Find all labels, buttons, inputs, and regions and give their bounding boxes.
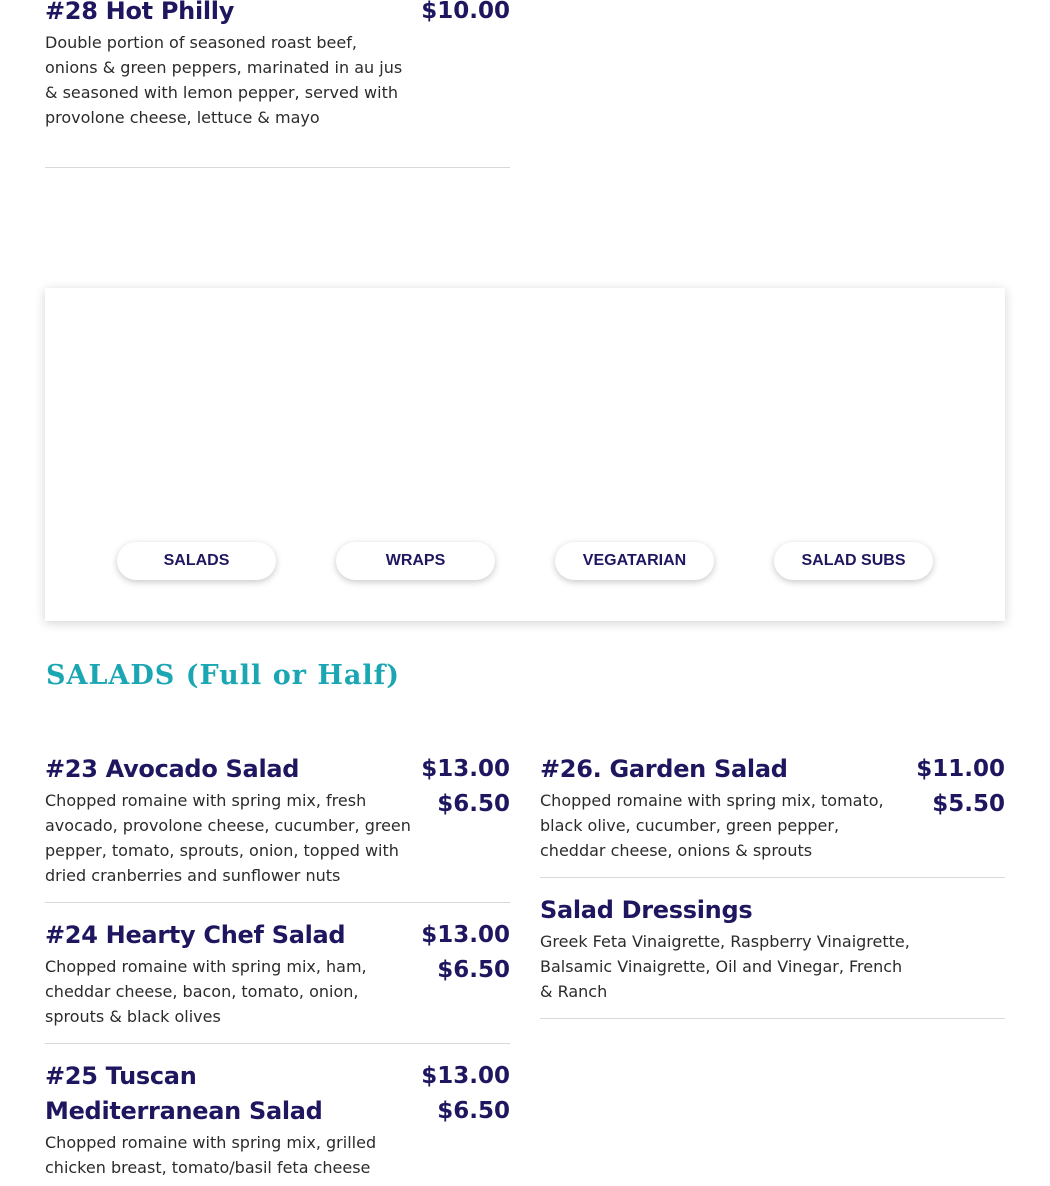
item-name: Salad Dressings bbox=[540, 896, 753, 924]
item-description: Chopped romaine with spring mix, fresh avocado, provolone cheese, cucumber, green pepper, tomato, sprouts, onion, topped with dried cranberries and sunflower nuts bbox=[45, 791, 411, 885]
item-description: Greek Feta Vinaigrette, Raspberry Vinaigrette, Balsamic Vinaigrette, Oil and Vinegar, French & Ranch bbox=[540, 932, 910, 1001]
item-price bbox=[421, 1059, 510, 1129]
tab-salads[interactable]: SALADS bbox=[117, 542, 276, 580]
category-tabs-panel bbox=[45, 288, 1005, 621]
item-description: Double portion of seasoned roast beef, onions & green peppers, marinated in au jus & seasoned with lemon pepper, served with provolone cheese, lettuce & mayo bbox=[45, 33, 403, 127]
item-description: Chopped romaine with spring mix, ham, cheddar cheese, bacon, tomato, onion, sprouts & black olives bbox=[45, 957, 367, 1026]
tab-vegatarian[interactable]: VEGATARIAN bbox=[555, 542, 714, 580]
price-full: $10.00 bbox=[421, 0, 510, 24]
menu-item-hot-philly bbox=[45, 0, 510, 130]
tab-wraps[interactable]: WRAPS bbox=[336, 542, 495, 580]
item-name: #26. Garden Salad bbox=[540, 755, 788, 783]
item-name: #28 Hot Philly bbox=[45, 0, 235, 25]
item-name: #25 Tuscan Mediterranean Salad bbox=[45, 1062, 323, 1125]
price-half: $6.50 bbox=[437, 957, 510, 983]
item-description: Chopped romaine with spring mix, grilled chicken breast, tomato/basil feta cheese bbox=[45, 1133, 377, 1177]
divider bbox=[45, 1043, 510, 1044]
price-full: $11.00 bbox=[916, 756, 1005, 782]
divider bbox=[45, 167, 510, 168]
price-full: $13.00 bbox=[421, 922, 510, 948]
price-half: $6.50 bbox=[437, 1098, 510, 1124]
price-half: $5.50 bbox=[932, 791, 1005, 817]
tab-salad-subs[interactable]: SALAD SUBS bbox=[774, 542, 933, 580]
menu-item-hearty-chef-salad bbox=[45, 918, 510, 1029]
divider bbox=[45, 902, 510, 903]
menu-item-garden-salad bbox=[540, 752, 1005, 863]
price-half: $6.50 bbox=[437, 791, 510, 817]
menu-item-avocado-salad bbox=[45, 752, 510, 888]
item-name: #23 Avocado Salad bbox=[45, 755, 300, 783]
item-description: Chopped romaine with spring mix, tomato, black olive, cucumber, green pepper, cheddar cheese, onions & sprouts bbox=[540, 791, 884, 860]
menu-item-tuscan-salad bbox=[45, 1059, 510, 1180]
item-price bbox=[916, 752, 1005, 822]
item-price bbox=[421, 752, 510, 822]
section-title: SALADS (Full or Half) bbox=[46, 660, 400, 691]
divider bbox=[540, 1018, 1005, 1019]
item-price bbox=[421, 0, 510, 29]
item-name: #24 Hearty Chef Salad bbox=[45, 921, 346, 949]
menu-item-salad-dressings bbox=[540, 893, 1005, 1004]
divider bbox=[540, 877, 1005, 878]
item-price bbox=[421, 918, 510, 988]
price-full: $13.00 bbox=[421, 756, 510, 782]
price-full: $13.00 bbox=[421, 1063, 510, 1089]
